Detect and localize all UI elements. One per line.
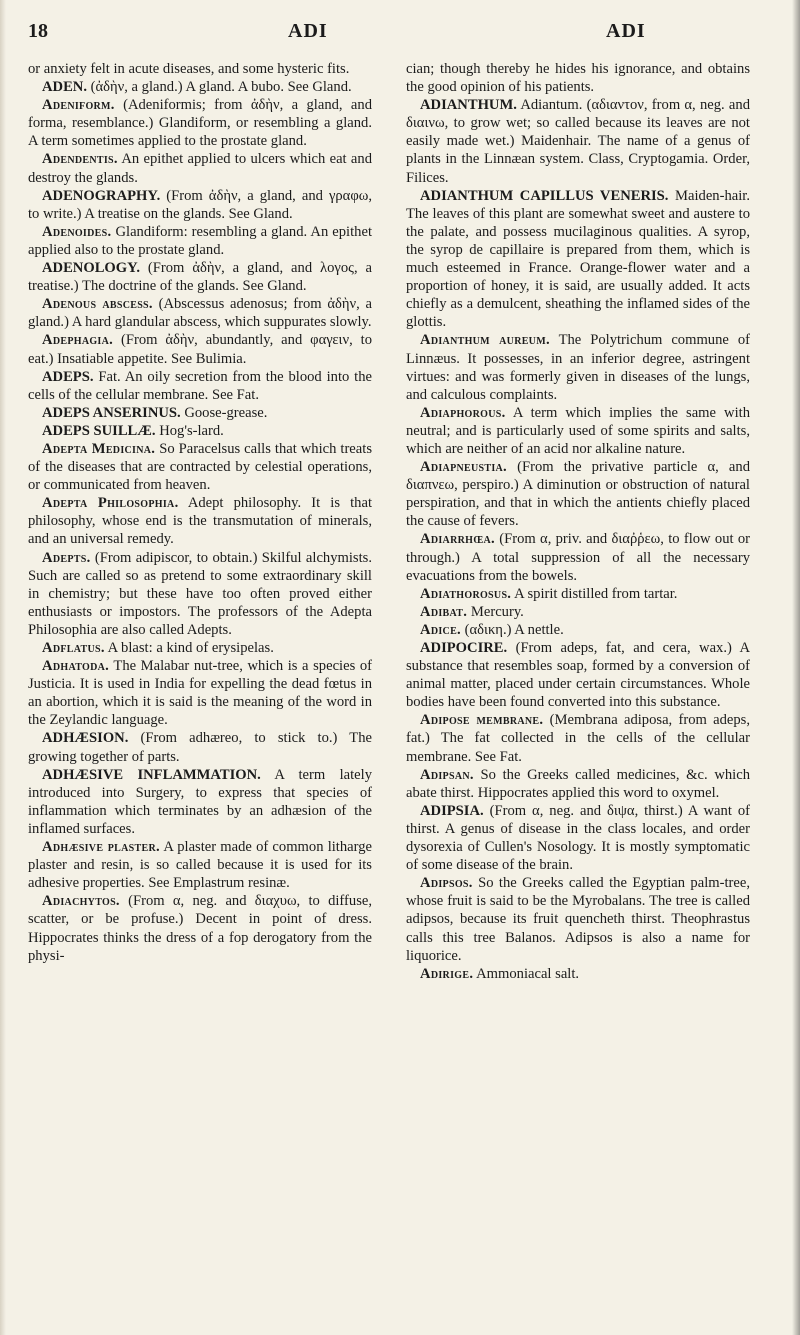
page-edge-shadow-right — [792, 0, 800, 1335]
dictionary-entry — [28, 766, 372, 838]
entry-definition: (Adeniformis; from ἀδὴν, a gland, and forma, resemblance.) Glandiform, or resembling a gland. A term sometimes applied to the prostate gland. — [28, 97, 372, 150]
entry-definition: (From adipiscor, to obtain.) Skilful alchymists. Such are called so as pretend to some extraordinary skill in chemistry; but these have too often proved either enthusiasts or impostors. The professors of the Adepta Philosophia are also called Adepts. — [28, 549, 372, 638]
entry-headword: Adiachytos. — [42, 893, 120, 910]
running-head-right: ADI — [606, 20, 646, 42]
entry-definition: Adept philosophy. It is that philosophy, whose end is the transmutation of minerals, and an universal remedy. — [28, 495, 372, 548]
entry-definition: (From α, neg. and διαχυω, to diffuse, scatter, or be profuse.) Decent in point of dress. Hippocrates thinks the dress of a fop derogatory from the physi- — [28, 893, 372, 964]
entry-headword: Adipsos. — [420, 875, 473, 892]
dictionary-entry — [406, 621, 750, 639]
entry-definition: cian; though thereby he hides his ignorance, and obtains the good opinion of his patients. — [406, 61, 750, 96]
entry-definition: A blast: a kind of erysipelas. — [104, 640, 274, 656]
entry-headword: Adibat. — [420, 603, 468, 620]
dictionary-entry — [406, 766, 750, 802]
entry-headword: Adepta Philosophia. — [42, 495, 179, 512]
entry-definition: (From adeps, fat, and cera, wax.) A substance that resembles soap, formed by a conversion of animal matter, placed under certain circumstances. Whole bodies have been found converted into this substance. — [406, 640, 750, 711]
dictionary-entry — [28, 657, 372, 729]
entry-headword: Adenoides. — [42, 223, 112, 240]
entry-headword: Adiathorosus. — [420, 585, 512, 602]
dictionary-entry — [406, 585, 750, 603]
entry-definition: Maiden-hair. The leaves of this plant are somewhat sweet and austere to the palate, and possess mucilaginous qualities. A syrop, the syrop de capillaire is prepared from them, which is much esteemed in France. Orange-flower water and a proportion of honey, it is said, are usually added. It acts chiefly as a demulcent, sheathing the inflamed sides of the glottis. — [406, 187, 750, 331]
entry-headword: Adhatoda. — [42, 658, 110, 675]
dictionary-entry — [28, 838, 372, 892]
entry-headword: ADIANTHUM CAPILLUS VENERIS. — [420, 187, 669, 204]
dictionary-entry — [406, 530, 750, 584]
dictionary-entry — [28, 494, 372, 548]
entry-headword: ADENOGRAPHY. — [42, 187, 161, 204]
entry-definition: So the Greeks called medicines, &c. which abate thirst. Hippocrates applied this word to oxymel. — [406, 766, 750, 801]
entry-headword: ADEPS SUILLÆ. — [42, 422, 156, 439]
dictionary-entry — [406, 187, 750, 332]
dictionary-entry — [28, 440, 372, 494]
dictionary-entry — [28, 223, 372, 259]
dictionary-entry — [28, 60, 372, 78]
entry-definition: (From ἀδὴν, a gland, and γραφω, to write.) A treatise on the glands. See Gland. — [28, 187, 372, 222]
dictionary-entry — [28, 295, 372, 331]
dictionary-entry — [28, 368, 372, 404]
entry-headword: Adirige. — [420, 965, 474, 982]
entry-definition: Fat. An oily secretion from the blood into the cells of the cellular membrane. See Fat. — [28, 368, 372, 403]
dictionary-entry — [28, 892, 372, 964]
dictionary-entry — [406, 60, 750, 96]
page-number: 18 — [28, 20, 48, 42]
entry-definition: Hog's-lard. — [155, 422, 224, 439]
entry-definition: The Malabar nut-tree, which is a species of Justicia. It is used in India for expelling the dead fœtus in an abortion, which it is said is the meaning of the word in the Zeylandic language. — [28, 658, 372, 729]
entry-headword: ADEN. — [42, 79, 87, 96]
entry-definition: (αδικη.) A nettle. — [461, 621, 564, 638]
entry-headword: Adianthum aureum. — [420, 332, 550, 349]
entry-definition: (From ἀδὴν, abundantly, and φαγειν, to eat.) Insatiable appetite. See Bulimia. — [28, 332, 372, 367]
dictionary-entry — [28, 422, 372, 440]
entry-headword: ADEPS ANSERINUS. — [42, 404, 181, 421]
dictionary-entry — [28, 187, 372, 223]
entry-headword: Adeniform. — [42, 97, 115, 114]
entry-headword: ADHÆSIVE INFLAMMATION. — [42, 766, 261, 783]
dictionary-entry — [28, 404, 372, 422]
entry-definition: Glandiform: resembling a gland. An epithet applied also to the prostate gland. — [28, 223, 372, 258]
entry-definition: (Abscessus adenosus; from ἀδὴν, a gland.) A hard glandular abscess, which suppurates slowly. — [28, 296, 373, 331]
dictionary-entry — [406, 458, 750, 530]
entry-headword: ADENOLOGY. — [42, 260, 140, 277]
entry-definition: A spirit distilled from tartar. — [511, 585, 678, 602]
entry-definition: So the Greeks called the Egyptian palm-tree, whose fruit is said to be the Myrobalans. The tree is called adipsos, because its fruit quencheth thirst. Theophrastus calls this tree Balanos. Adipsos is also a name for liquorice. — [406, 875, 750, 964]
entry-headword: Adiarrhœa. — [420, 531, 495, 548]
entry-headword: Adflatus. — [42, 640, 105, 656]
dictionary-entry — [28, 331, 372, 367]
dictionary-entry — [28, 549, 372, 639]
entry-definition: (From α, neg. and διψα, thirst.) A want of thirst. A genus of disease in the class locales, and order dysorexia of Cullen's Nosology. It is mostly symptomatic of some disease of the brain. — [406, 802, 750, 874]
entry-definition: (Membrana adiposa, from adeps, fat.) The fat collected in the cells of the cellular membrane. See Fat. — [406, 712, 750, 765]
dictionary-entry — [406, 96, 750, 186]
entry-headword: Adendentis. — [42, 151, 118, 168]
entry-definition: Mercury. — [467, 603, 524, 620]
running-head-left: ADI — [288, 20, 328, 42]
entry-definition: (From ἀδὴν, a gland, and λογος, a treatise.) The doctrine of the glands. See Gland. — [28, 260, 372, 295]
running-header — [28, 20, 770, 48]
dictionary-entry — [28, 639, 372, 657]
dictionary-entry — [406, 639, 750, 711]
entry-headword: ADIPOCIRE. — [420, 640, 508, 656]
dictionary-entry — [406, 404, 750, 458]
entry-definition: (From the privative particle α, and διαπνεω, perspiro.) A diminution or obstruction of natural perspiration, and that in which the antients chiefly placed the cause of fevers. — [406, 459, 750, 530]
entry-definition: Goose-grease. — [180, 404, 268, 421]
left-column — [28, 60, 372, 965]
entry-definition: The Polytrichum commune of Linnæus. It possesses, in an inferior degree, astringent virtues: and was formerly given in diseases of the lungs, and calculous complaints. — [406, 332, 750, 403]
entry-definition: (From adhæreo, to stick to.) The growing together of parts. — [28, 730, 372, 765]
entry-definition: Adiantum. (αδιαντον, from α, neg. and διαινω, to grow wet; so called because its leaves are not easily made wet.) Maidenhair. The name of a genus of plants in the Linnæan system. Class, Cryptogamia. Order, Filices. — [406, 97, 750, 186]
dictionary-entry — [28, 150, 372, 186]
entry-definition: Ammoniacal salt. — [473, 965, 580, 982]
entry-headword: Adipsan. — [420, 766, 474, 783]
entry-definition: (From α, priv. and διαῤῥεω, to flow out or through.) A total suppression of all the necessary evacuations from the bowels. — [406, 531, 750, 584]
entry-definition: So Paracelsus calls that which treats of the diseases that are contracted by celestial operations, or communicated from heaven. — [28, 440, 372, 494]
entry-headword: ADIPSIA. — [420, 802, 484, 819]
entry-headword: Adhæsive plaster. — [42, 839, 160, 856]
dictionary-entry — [406, 711, 750, 765]
entry-definition: A plaster made of common litharge plaster and resin, is so called because it is used for its adhesive properties. See Emplastrum resinæ. — [28, 839, 372, 892]
dictionary-entry — [28, 729, 372, 765]
entry-definition: An epithet applied to ulcers which eat and destroy the glands. — [28, 151, 372, 186]
entry-headword: Adipose membrane. — [420, 712, 544, 729]
entry-headword: ADEPS. — [42, 368, 94, 385]
entry-headword: Adiapneustia. — [420, 459, 507, 476]
dictionary-entry — [28, 96, 372, 150]
dictionary-entry — [28, 259, 372, 295]
entry-headword: ADHÆSION. — [42, 730, 129, 747]
entry-definition: A term which implies the same with neutral; and is particularly used of some spirits and salts, which are neither of an acid nor alkaline nature. — [406, 404, 750, 457]
dictionary-entry — [406, 603, 750, 621]
dictionary-entry — [28, 78, 372, 96]
dictionary-entry — [406, 965, 750, 983]
dictionary-entry — [406, 331, 750, 403]
entry-definition: or anxiety felt in acute diseases, and some hysteric fits. — [28, 61, 350, 77]
entry-headword: Adephagia. — [42, 332, 114, 349]
entry-headword: Adepts. — [42, 549, 91, 566]
entry-definition: A term lately introduced into Surgery, to express that species of inflammation which terminates by an adhæsion of the inflamed surfaces. — [28, 766, 372, 837]
entry-definition: (ἀδὴν, a gland.) A gland. A bubo. See Gland. — [87, 79, 352, 96]
entry-headword: Adiaphorous. — [420, 404, 506, 421]
entry-headword: Adenous abscess. — [42, 296, 153, 313]
dictionary-entry — [406, 802, 750, 874]
entry-headword: Adepta Medicina. — [42, 440, 156, 457]
entry-headword: Adice. — [420, 621, 461, 638]
entry-headword: ADIANTHUM. — [420, 97, 517, 114]
dictionary-entry — [406, 874, 750, 964]
right-column — [406, 60, 750, 983]
page-edge-shadow-left — [0, 0, 6, 1335]
